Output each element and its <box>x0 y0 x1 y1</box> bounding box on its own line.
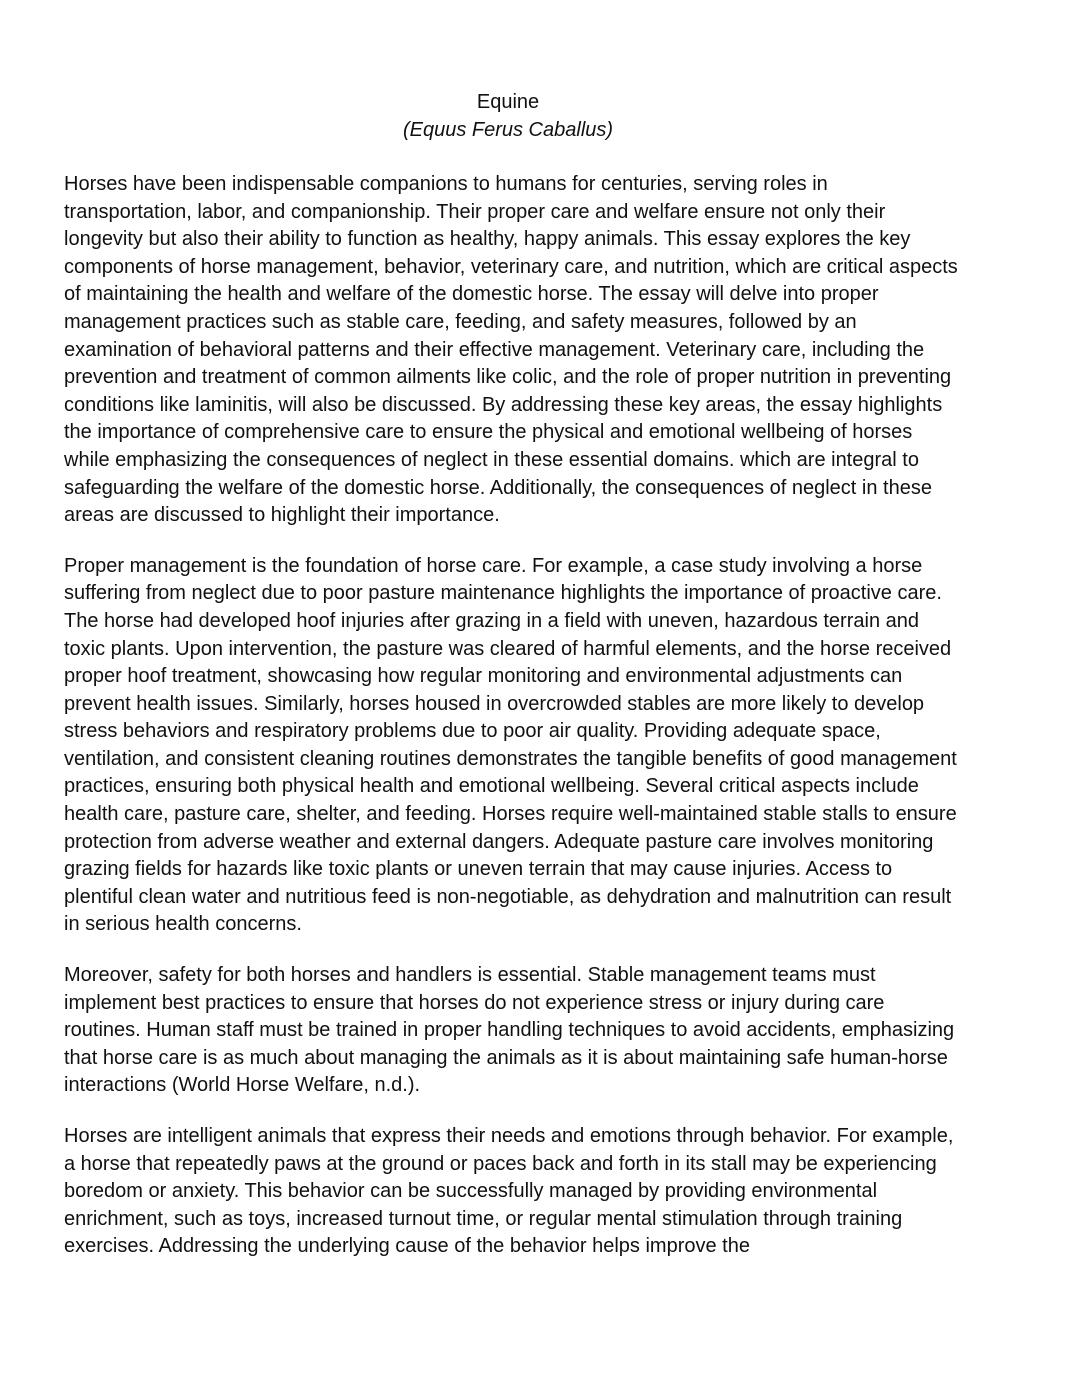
title-block <box>0 88 1016 144</box>
paragraph-introduction: Horses have been indispensable companions to humans for centuries, serving roles in transportation, labor, and companionship. Their proper care and welfare ensure not only their longevity but also their ability to function as healthy, happy animals. This essay explores the key components of horse management, behavior, veterinary care, and nutrition, which are critical aspects of maintaining the health and welfare of the domestic horse. The essay will delve into proper management practices such as stable care, feeding, and safety measures, followed by an examination of behavioral patterns and their effective management. Veterinary care, including the prevention and treatment of common ailments like colic, and the role of proper nutrition in preventing conditions like laminitis, will also be discussed. By addressing these key areas, the essay highlights the importance of comprehensive care to ensure the physical and emotional wellbeing of horses while emphasizing the consequences of neglect in these essential domains. which are integral to safeguarding the welfare of the domestic horse. Additionally, the consequences of neglect in these areas are discussed to highlight their importance. <box>64 173 958 527</box>
document-body <box>64 171 960 1261</box>
document-subtitle: (Equus Ferus Caballus) <box>402 119 614 141</box>
paragraph-safety: Moreover, safety for both horses and handlers is essential. Stable management teams must implement best practices to ensure that horses do not experience stress or injury during care routines. Human staff must be trained in proper handling techniques to avoid accidents, emphasizing that horse care is as much about managing the animals as it is about maintaining safe human-horse interactions (World Horse Welfare, n.d.). <box>64 964 955 1097</box>
paragraph-behavior: Horses are intelligent animals that express their needs and emotions through behavior. For example, a horse that repeatedly paws at the ground or paces back and forth in its stall may be experiencing boredom or anxiety. This behavior can be successfully managed by providing environmental enrichment, such as toys, increased turnout time, or regular mental stimulation through training exercises. Addressing the underlying cause of the behavior helps improve the <box>64 1125 954 1258</box>
document-title: Equine <box>476 91 540 113</box>
paragraph-management: Proper management is the foundation of horse care. For example, a case study involving a horse suffering from neglect due to poor pasture maintenance highlights the importance of proactive care. The horse had developed hoof injuries after grazing in a field with uneven, hazardous terrain and toxic plants. Upon intervention, the pasture was cleared of harmful elements, and the horse received proper hoof treatment, showcasing how regular monitoring and environmental adjustments can prevent health issues. Similarly, horses housed in overcrowded stables are more likely to develop stress behaviors and respiratory problems due to poor air quality. Providing adequate space, ventilation, and consistent cleaning routines demonstrates the tangible benefits of good management practices, ensuring both physical health and emotional wellbeing. Several critical aspects include health care, pasture care, shelter, and feeding. Horses require well-maintained stable stalls to ensure protection from adverse weather and external dangers. Adequate pasture care involves monitoring grazing fields for hazards like toxic plants or uneven terrain that may cause injuries. Access to plentiful clean water and nutritious feed is non-negotiable, as dehydration and malnutrition can result in serious health concerns. <box>64 554 957 936</box>
